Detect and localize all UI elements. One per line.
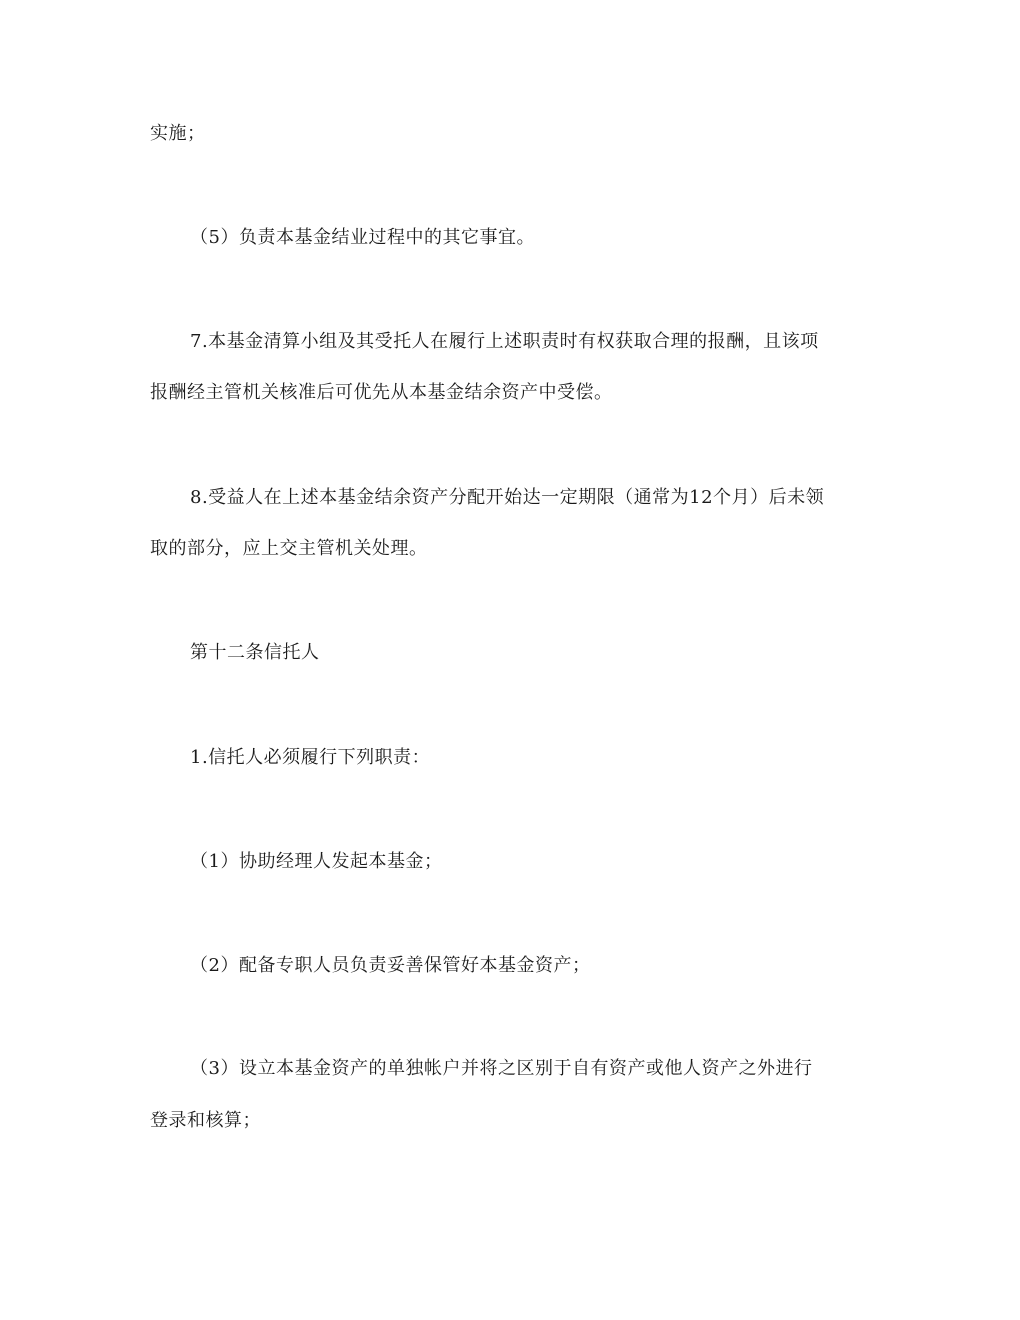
text-line: 7.本基金清算小组及其受托人在履行上述职责时有权获取合理的报酬，且该项 [190, 331, 819, 352]
text-line: 实施； [150, 123, 206, 144]
text-line: （2）配备专职人员负责妥善保管好本基金资产； [190, 955, 591, 976]
text-line: （1）协助经理人发起本基金； [190, 851, 443, 872]
section-heading: 第十二条信托人 [190, 642, 320, 663]
text-line: 8.受益人在上述本基金结余资产分配开始达一定期限（通常为12个月）后未领 [190, 487, 825, 508]
text-line: 报酬经主管机关核准后可优先从本基金结余资产中受偿。 [150, 382, 613, 403]
text-line: （5）负责本基金结业过程中的其它事宜。 [190, 227, 535, 248]
text-line: 取的部分，应上交主管机关处理。 [150, 538, 428, 559]
text-line: 1.信托人必须履行下列职责： [190, 747, 431, 768]
text-line: （3）设立本基金资产的单独帐户并将之区别于自有资产或他人资产之外进行 [190, 1058, 813, 1079]
text-line: 登录和核算； [150, 1110, 261, 1131]
